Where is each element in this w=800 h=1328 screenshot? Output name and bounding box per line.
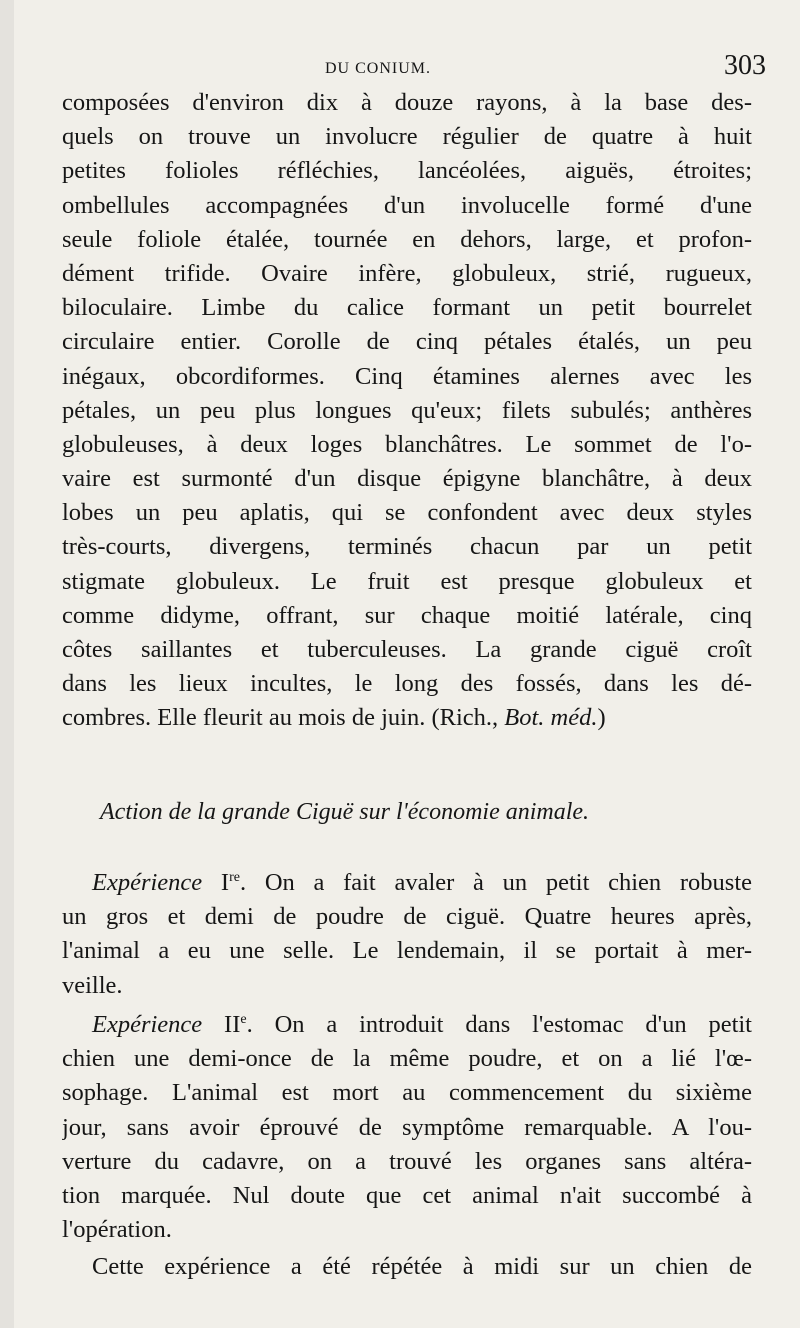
ordinal-suffix: e [240, 1011, 247, 1027]
text-line: lobes un peu aplatis, qui se confondent avec deux styles [62, 499, 752, 527]
text-line: jour, sans avoir éprouvé de symptôme remarquable. A l'ou- [62, 1113, 752, 1141]
text-line: verture du cadavre, on a trouvé les organes sans altéra- [62, 1147, 752, 1175]
text-line [62, 1008, 752, 1042]
citation-italic: Bot. méd. [504, 704, 598, 732]
text-fragment: ) [597, 704, 606, 732]
ordinal-suffix: re [229, 869, 240, 885]
experiment-label: Expérience [92, 1011, 203, 1038]
running-head: DU CONIUM. [325, 60, 431, 77]
text-line: côtes saillantes et tuberculeuses. La grande ciguë croît [62, 636, 752, 663]
experiment-numeral: II [224, 1011, 241, 1038]
description-paragraph [62, 86, 752, 736]
text-line: stigmate globuleux. Le fruit est presque globuleux et [62, 567, 752, 595]
text-line: vaire est surmonté d'un disque épigyne blanchâtre, à deux [62, 465, 752, 493]
text-line: comme didyme, offrant, sur chaque moitié latérale, cinq [62, 601, 752, 629]
text-fragment: . On a fait avaler à un petit chien robuste [239, 869, 752, 896]
text-line: composées d'environ dix à douze rayons, à la base des- [62, 89, 752, 116]
section-heading: Action de la grande Ciguë sur l'économie animale. [100, 799, 590, 825]
text-line: l'opération. [62, 1216, 172, 1244]
text-line: quels on trouve un involucre régulier de quatre à huit [62, 123, 752, 151]
text-line: ombellules accompagnées d'un involucelle formé d'une [62, 191, 752, 219]
final-paragraph [62, 1250, 752, 1284]
text-line: inégaux, obcordiformes. Cinq étamines alernes avec les [62, 362, 752, 390]
text-line [62, 866, 752, 900]
text-line: biloculaire. Limbe du calice formant un petit bourrelet [62, 294, 752, 322]
text-line: dément trifide. Ovaire infère, globuleux, strié, rugueux, [62, 259, 752, 287]
experiment-numeral: I [220, 869, 230, 896]
text-line: Cette expérience a été répétée à midi sur un chien de [92, 1253, 752, 1280]
text-line: sophage. L'animal est mort au commencement du sixième [62, 1079, 752, 1107]
text-line: dans les lieux incultes, le long des fossés, dans les dé- [62, 670, 752, 698]
text-line: petites folioles réfléchies, lancéolées, aiguës, étroites; [62, 157, 752, 185]
text-line: circulaire entier. Corolle de cinq pétales étalés, un peu [62, 328, 752, 356]
experiment-1-paragraph [62, 866, 752, 1003]
text-line [62, 701, 752, 735]
text-line: globuleuses, à deux loges blanchâtres. Le sommet de l'o- [62, 430, 752, 458]
text-line: veille. [62, 971, 123, 999]
text-line: seule foliole étalée, tournée en dehors, large, et profon- [62, 225, 752, 253]
page-number: 303 [724, 50, 766, 81]
text-line: chien une demi-once de la même poudre, et on a lié l'œ- [62, 1045, 752, 1073]
text-fragment: . On a introduit dans l'estomac d'un petit [246, 1011, 752, 1038]
text-line: un gros et demi de poudre de ciguë. Quatre heures après, [62, 903, 752, 931]
text-line: tion marquée. Nul doute que cet animal n'ait succombé à [62, 1181, 752, 1209]
experiment-label: Expérience [92, 869, 203, 896]
text-line: l'animal a eu une selle. Le lendemain, il se portait à mer- [62, 937, 752, 965]
text-line: très-courts, divergens, terminés chacun par un petit [62, 533, 752, 561]
text-fragment: combres. Elle fleurit au mois de juin. (Rich., [62, 704, 505, 732]
text-line: pétales, un peu plus longues qu'eux; filets subulés; anthères [62, 396, 752, 424]
experiment-2-paragraph [62, 1008, 752, 1247]
